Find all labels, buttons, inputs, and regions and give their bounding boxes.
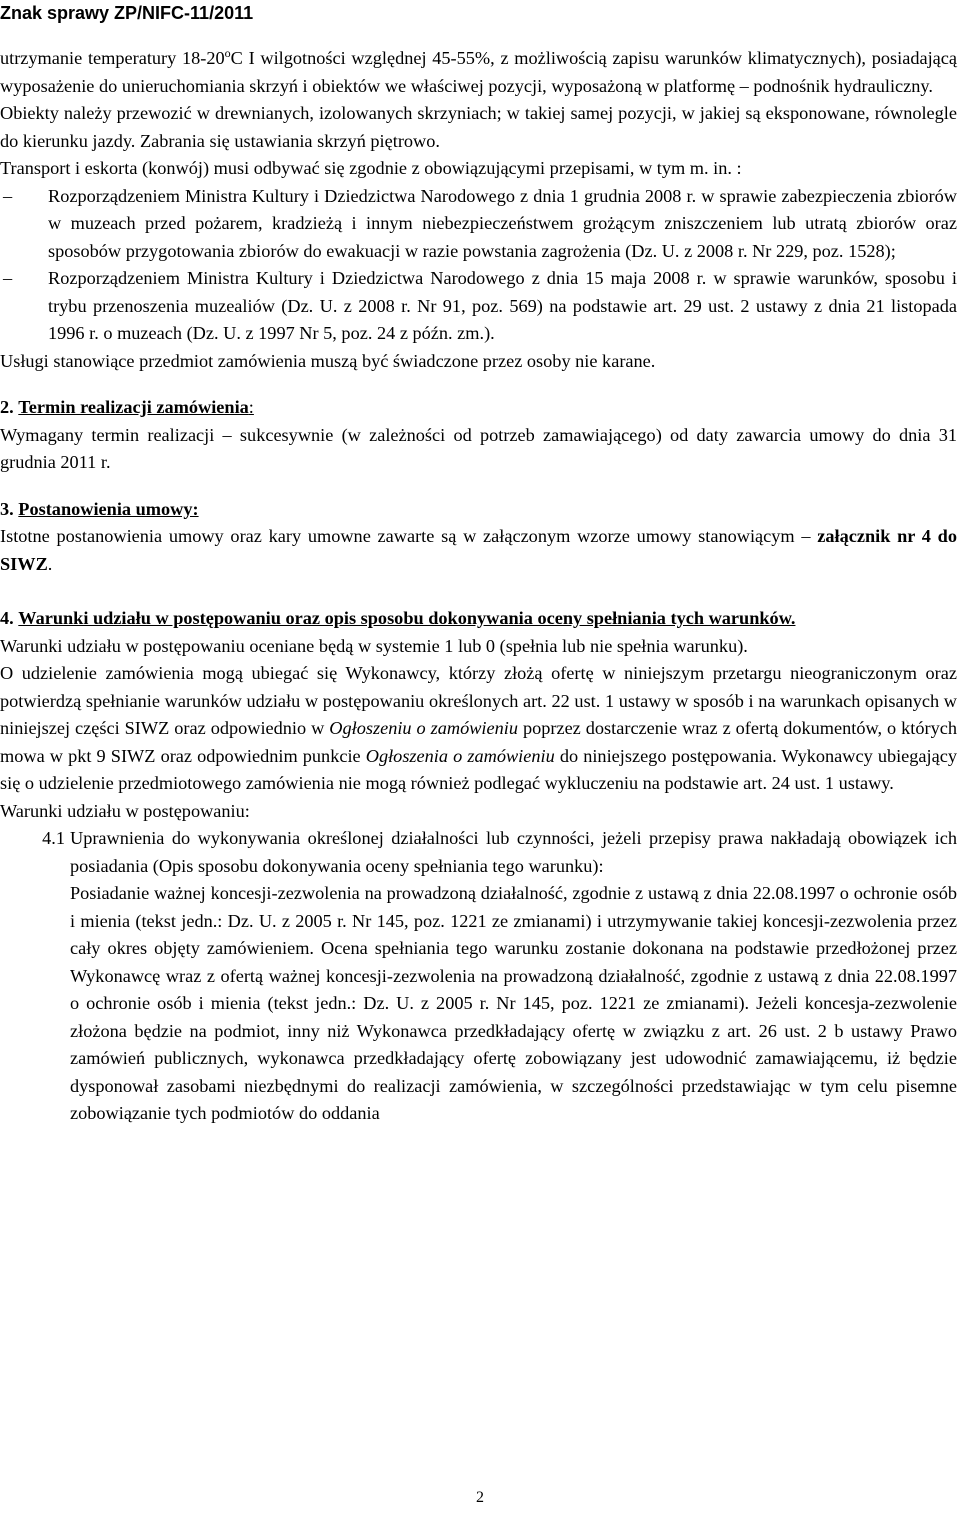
condition-number: 4.1 (42, 828, 65, 849)
condition-title: Uprawnienia do wykonywania określonej działalności lub czynności, jeżeli przepisy prawa nakładają obowiązek ich posiadania (Opis sposobu dokonywania oceny spełniania tego warunku): (70, 828, 957, 876)
degree-superscript: o (224, 46, 231, 60)
section-4-paragraph-2 (0, 660, 957, 798)
section-3-number: 3. (0, 498, 14, 519)
intro-paragraph-4: Usługi stanowiące przedmiot zamówienia muszą być świadczone przez osoby nie karane. (0, 350, 656, 371)
section-2-title: Termin realizacji zamówienia (18, 397, 249, 418)
dash-bullet: – (3, 185, 13, 206)
page-number: 2 (476, 1489, 484, 1506)
intro-paragraph-2: Obiekty należy przewozić w drewnianych, izolowanych skrzyniach; w takiej samej pozycji, w jakiej są eksponowane, równolegle do kierunku jazdy. Zabrania się ustawiania skrzyń piętrowo. (0, 103, 957, 151)
section-3-text-end: . (47, 553, 53, 574)
notice-reference-2: Ogłoszenia o zamówieniu (365, 745, 555, 766)
attachment-reference: załącznik nr 4 do SIWZ (0, 526, 957, 574)
intro-paragraph-1 (0, 40, 957, 100)
condition-item-4-1 (0, 825, 957, 1128)
document-body (0, 40, 957, 1128)
regulation-list-item (0, 265, 957, 348)
section-4-p2-text-c: do niniejszego postępowania. Wykonawcy ubiegający się o udzielenie przedmiotowego zamówienia nie mogą również podlegać wykluczeniu na podstawie art. 24 ust. 1 ustawy. (0, 745, 957, 794)
regulation-list-item (0, 183, 957, 266)
section-4-paragraph-3: Warunki udziału w postępowaniu: (0, 800, 250, 821)
intro-paragraph-3: Transport i eskorta (konwój) musi odbywać się zgodnie z obowiązującymi przepisami, w tym m. in. : (0, 158, 742, 179)
section-2-colon: : (248, 397, 254, 418)
section-2-body: Wymagany termin realizacji – sukcesywnie (w zależności od potrzeb zamawiającego) od daty zawarcia umowy do dnia 31 grudnia 2011 r. (0, 424, 957, 473)
condition-content (70, 825, 957, 1128)
section-2-number: 2. (0, 397, 14, 418)
section-4-p2-text-b: poprzez dostarczenie wraz z ofertą dokumentów, o których mowa w pkt 9 SIWZ oraz odpowiednim punkcie (0, 718, 957, 766)
condition-body: Posiadanie ważnej koncesji-zezwolenia na prowadzoną działalność, zgodnie z ustawą z dnia 22.08.1997 o ochronie osób i mienia (tekst jedn.: Dz. U. z 2005 r. Nr 145, poz. 1221 ze zmianami) i utrzymywanie takiej koncesji-zezwolenia przez cały okres objęty zamówieniem. Ocena spełniania tego warunku zostanie dokonana na podstawie przedłożonej przez Wykonawcę wraz z ofertą ważnej koncesji-zezwolenia na prowadzoną działalność, zgodnie z ustawą z dnia 22.08.1997 o ochronie osób i mienia (tekst jedn.: Dz. U. z 2005 r. Nr 145, poz. 1221 ze zmianami). Jeżeli koncesja-zezwolenie złożona będzie na podmiot, inny niż Wykonawca przedkładający ofertę w związku z art. 26 ust. 2 b ustawy Prawo zamówień publicznych, wykonawca przedkładający ofertę zobowiązany jest udowodnić zamawiającemu, iż będzie dysponował zasobami niezbędnymi do realizacji zamówienia, w szczególności przedstawiając w tym celu pisemne zobowiązanie tych podmiotów do oddania (70, 883, 957, 1124)
section-4-p2-text-a: O udzielenie zamówienia mogą ubiegać się Wykonawcy, którzy złożą ofertę w niniejszym przetargu nieograniczonym oraz potwierdzą spełnianie warunków udziału w postępowaniu określonych art. 22 ust. 1 ustawy w sposób i na warunkach opisanych w niniejszej części SIWZ oraz odpowiednio w (0, 663, 957, 739)
section-3-title: Postanowienia umowy: (18, 498, 199, 519)
dash-bullet: – (3, 268, 13, 289)
section-3-heading (0, 496, 957, 524)
section-3-text: Istotne postanowienia umowy oraz kary umowne zawarte są w załączonym wzorze umowy stanowiącym – (0, 526, 818, 547)
case-reference-header: Znak sprawy ZP/NIFC-11/2011 (0, 3, 254, 23)
intro-p1-text-b: C I wilgotności względnej 45-55%, z możliwością zapisu warunków klimatycznych), posiadającą wyposażenie do unieruchomiania skrzyń i obiektów we właściwej pozycji, wyposażoną w platformę – podnośnik hydrauliczny. (0, 48, 957, 96)
notice-reference-1: Ogłoszeniu o zamówieniu (329, 718, 518, 739)
section-2-heading (0, 394, 957, 422)
regulation-text: Rozporządzeniem Ministra Kultury i Dziedzictwa Narodowego z dnia 15 maja 2008 r. w sprawie warunków, sposobu i trybu przenoszenia muzealiów (Dz. U. z 2008 r. Nr 91, poz. 569) na podstawie art. 29 ust. 2 ustawy z dnia 21 listopada 1996 r. o muzeach (Dz. U. z 1997 Nr 5, poz. 24 z późn. zm.). (48, 268, 957, 344)
section-4-heading (0, 605, 957, 633)
section-4-number: 4. (0, 608, 14, 629)
section-4-paragraph-1: Warunki udziału w postępowaniu oceniane będą w systemie 1 lub 0 (spełnia lub nie spełnia warunku). (0, 635, 748, 656)
intro-p1-text-a: utrzymanie temperatury 18-20 (0, 48, 225, 69)
regulation-text: Rozporządzeniem Ministra Kultury i Dziedzictwa Narodowego z dnia 1 grudnia 2008 r. w sprawie zabezpieczenia zbiorów w muzeach przed pożarem, kradzieżą i innym niebezpieczeństwem grożącym zniszczeniem lub utratą zbiorów oraz sposobów przygotowania zbiorów do ewakuacji w razie powstania zagrożenia (Dz. U. z 2008 r. Nr 229, poz. 1528); (48, 185, 957, 261)
section-4-title: Warunki udziału w postępowaniu oraz opis sposobu dokonywania oceny spełniania tych warunków. (18, 608, 796, 629)
section-3-body (0, 523, 957, 578)
